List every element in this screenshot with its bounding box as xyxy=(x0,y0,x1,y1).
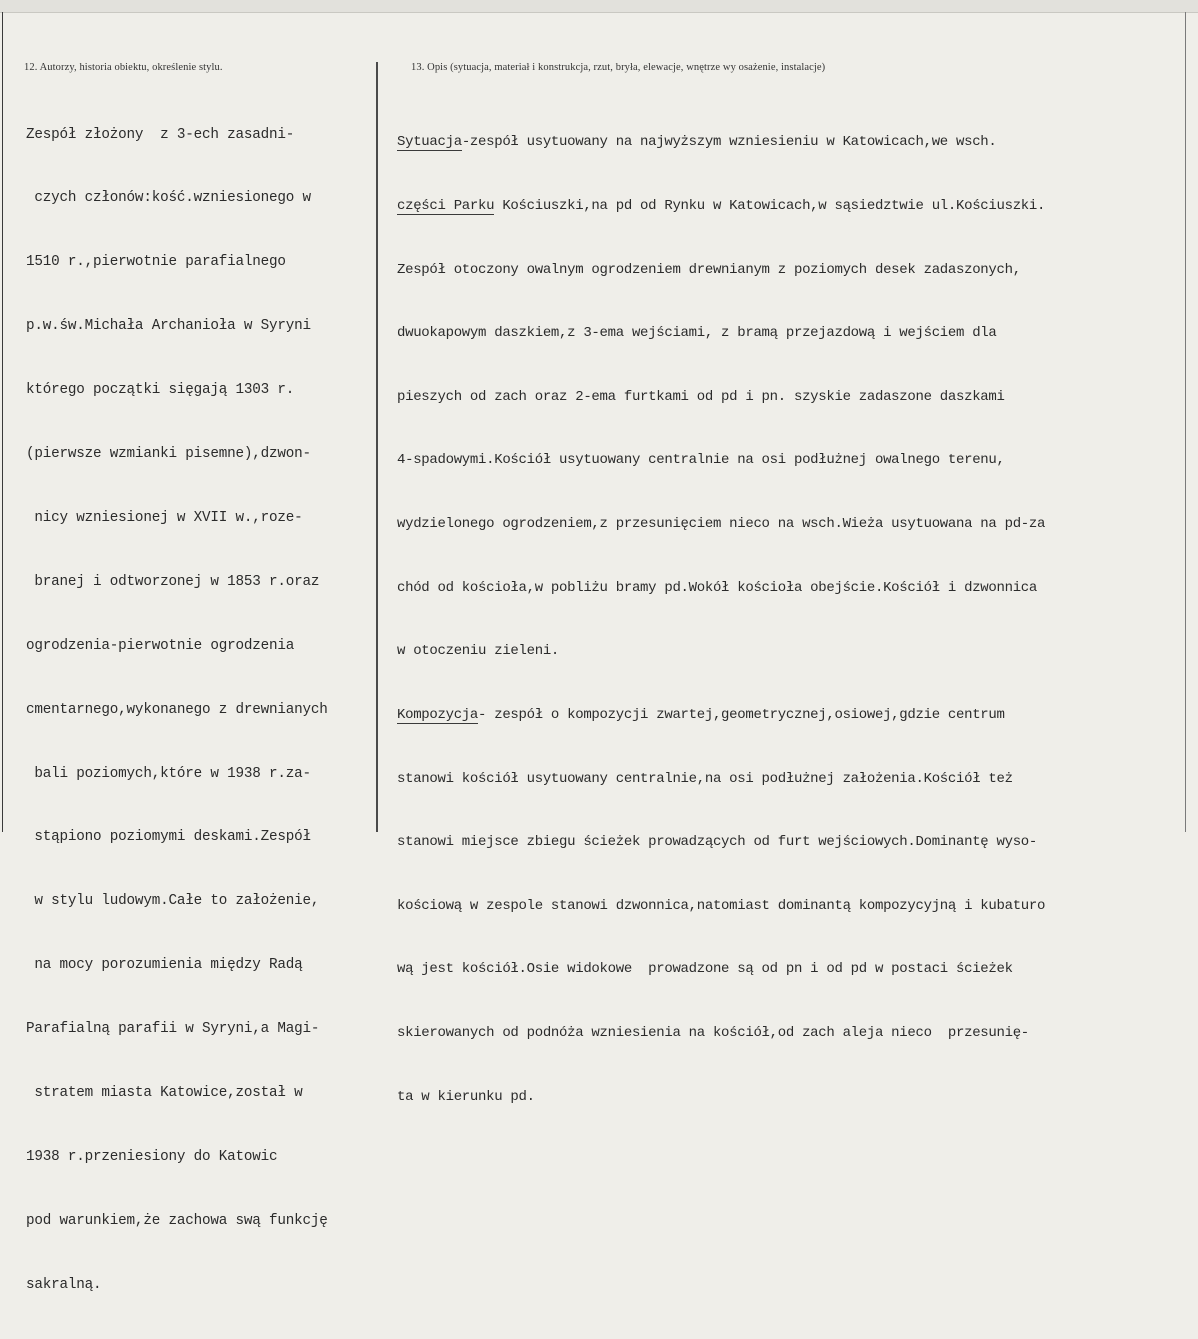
composition-line: ta w kierunku pd. xyxy=(397,1088,535,1105)
description-text xyxy=(397,90,1045,1150)
history-line: na mocy porozumienia między Radą xyxy=(26,957,303,974)
situation-line: wydzielonego ogrodzeniem,z przesunięciem nieco na wsch.Wieża usytuowana na pd-za xyxy=(397,516,1046,533)
situation-line: Zespół otoczony owalnym ogrodzeniem drewnianym z poziomych desek zadaszonych, xyxy=(397,261,1021,278)
situation-underlined-text: części Parku xyxy=(397,198,495,215)
composition-line-text: - zespół o kompozycji zwartej,geometrycznej,osiowej,gdzie centrum xyxy=(478,706,1005,723)
history-line: ogrodzenia-pierwotnie ogrodzenia xyxy=(26,637,295,654)
section-12-header: 12. Autorzy, historia obiektu, określenie stylu. xyxy=(24,62,223,73)
composition-line: wą jest kościół.Osie widokowe prowadzone są od pn i od pd w postaci ścieżek xyxy=(397,961,1013,978)
composition-line xyxy=(397,705,1045,726)
situation-line: 4-spadowymi.Kościół usytuowany centralnie na osi podłużnej owalnego terenu, xyxy=(397,452,1005,469)
history-line: 1510 r.,pierwotnie parafialnego xyxy=(26,254,286,271)
top-edge xyxy=(0,0,1198,13)
history-line: branej i odtworzonej w 1853 r.oraz xyxy=(26,573,320,590)
composition-line: stanowi miejsce zbiegu ścieżek prowadzących od furt wejściowych.Dominantę wyso- xyxy=(397,834,1038,851)
section-13-header: 13. Opis (sytuacja, materiał i konstrukcja, rzut, bryła, elewacje, wnętrze wy osażenie, instalacje) xyxy=(411,62,826,73)
right-frame-line xyxy=(1185,12,1186,832)
history-text xyxy=(26,82,328,1339)
left-frame-line xyxy=(2,12,3,832)
situation-line xyxy=(397,196,1045,217)
history-line: cmentarnego,wykonanego z drewnianych xyxy=(26,701,328,718)
composition-heading: Kompozycja xyxy=(397,706,479,723)
situation-line: dwuokapowym daszkiem,z 3-ema wejściami, z bramą przejazdową i wejściem dla xyxy=(397,325,997,342)
situation-line-text: -zespół usytuowany na najwyższym wzniesieniu w Katowicach,we wsch. xyxy=(461,134,997,151)
composition-line: stanowi kościół usytuowany centralnie,na osi podłużnej założenia.Kościół też xyxy=(397,770,1013,787)
history-line: bali poziomych,które w 1938 r.za- xyxy=(26,765,311,782)
composition-line: kościową w zespole stanowi dzwonnica,natomiast dominantą kompozycyjną i kubaturo xyxy=(397,897,1046,914)
column-divider xyxy=(376,62,378,832)
history-line: (pierwsze wzmianki pisemne),dzwon- xyxy=(26,446,311,463)
history-line: nicy wzniesionej w XVII w.,roze- xyxy=(26,509,303,526)
situation-heading: Sytuacja xyxy=(397,134,462,151)
situation-line-text: Kościuszki,na pd od Rynku w Katowicach,w sąsiedztwie ul.Kościuszki. xyxy=(494,198,1046,215)
history-line: 1938 r.przeniesiony do Katowic xyxy=(26,1148,278,1165)
history-line: stąpiono poziomymi deskami.Zespół xyxy=(26,829,311,846)
history-line: stratem miasta Katowice,został w xyxy=(26,1084,303,1101)
history-line: Parafialną parafii w Syryni,a Magi- xyxy=(26,1021,320,1038)
history-line: Zespół złożony z 3-ech zasadni- xyxy=(26,126,295,143)
situation-line: chód od kościoła,w pobliżu bramy pd.Wokół kościoła obejście.Kościół i dzwonnica xyxy=(397,579,1038,596)
history-line: czych członów:kość.wzniesionego w xyxy=(26,190,311,207)
history-line: którego początki sięgają 1303 r. xyxy=(26,382,295,399)
composition-line: skierowanych od podnóża wzniesienia na kościół,od zach aleja nieco przesunię- xyxy=(397,1024,1029,1041)
history-line: pod warunkiem,że zachowa swą funkcję xyxy=(26,1212,328,1229)
situation-line: pieszych od zach oraz 2-ema furtkami od pd i pn. szyskie zadaszone daszkami xyxy=(397,388,1005,405)
history-line: sakralną. xyxy=(26,1276,102,1293)
history-line: w stylu ludowym.Całe to założenie, xyxy=(26,893,320,910)
history-line: p.w.św.Michała Archanioła w Syryni xyxy=(26,318,311,335)
situation-line: w otoczeniu zieleni. xyxy=(397,643,560,660)
situation-line xyxy=(397,132,1045,153)
